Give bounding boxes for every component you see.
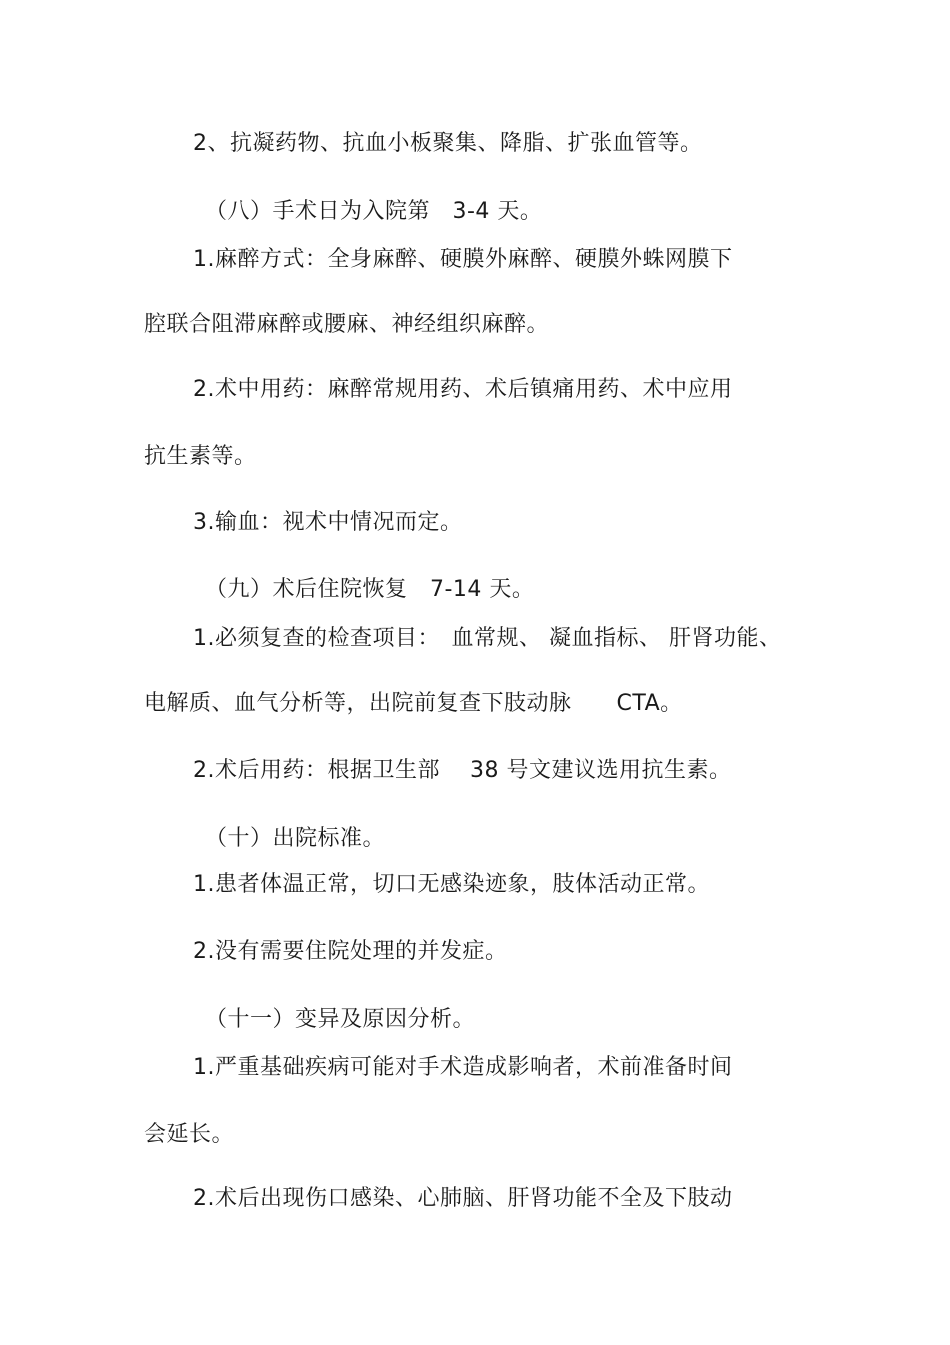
- text-line-4: 腔联合阻滞麻醉或腰麻、神经组织麻醉。: [144, 312, 550, 337]
- text-line-16: 1.严重基础疾病可能对手术造成影响者，术前准备时间: [193, 1055, 733, 1080]
- text-line-7: 3.输血：视术中情况而定。: [193, 510, 463, 535]
- text-line-9: 1.必须复查的检查项目： 血常规、 凝血指标、 肝肾功能、: [193, 626, 782, 651]
- text-line-17: 会延长。: [144, 1122, 235, 1147]
- text-line-11: 2.术后用药：根据卫生部 38 号文建议选用抗生素。: [193, 758, 732, 783]
- section-heading-8: （八）手术日为入院第 3-4 天。: [205, 199, 543, 224]
- section-heading-11: （十一）变异及原因分析。: [205, 1007, 476, 1032]
- text-line-1: 2、抗凝药物、抗血小板聚集、降脂、扩张血管等。: [193, 131, 703, 156]
- section-heading-9: （九）术后住院恢复 7-14 天。: [205, 577, 535, 602]
- text-line-6: 抗生素等。: [144, 444, 257, 469]
- text-line-10: 电解质、血气分析等，出院前复查下肢动脉 CTA。: [144, 691, 683, 716]
- section-heading-10: （十）出院标准。: [205, 826, 386, 851]
- text-line-13: 1.患者体温正常，切口无感染迹象，肢体活动正常。: [193, 872, 710, 897]
- text-line-18: 2.术后出现伤口感染、心肺脑、肝肾功能不全及下肢动: [193, 1186, 733, 1211]
- text-line-5: 2.术中用药：麻醉常规用药、术后镇痛用药、术中应用: [193, 377, 733, 402]
- text-line-3: 1.麻醉方式：全身麻醉、硬膜外麻醉、硬膜外蛛网膜下: [193, 247, 733, 272]
- text-line-14: 2.没有需要住院处理的并发症。: [193, 939, 508, 964]
